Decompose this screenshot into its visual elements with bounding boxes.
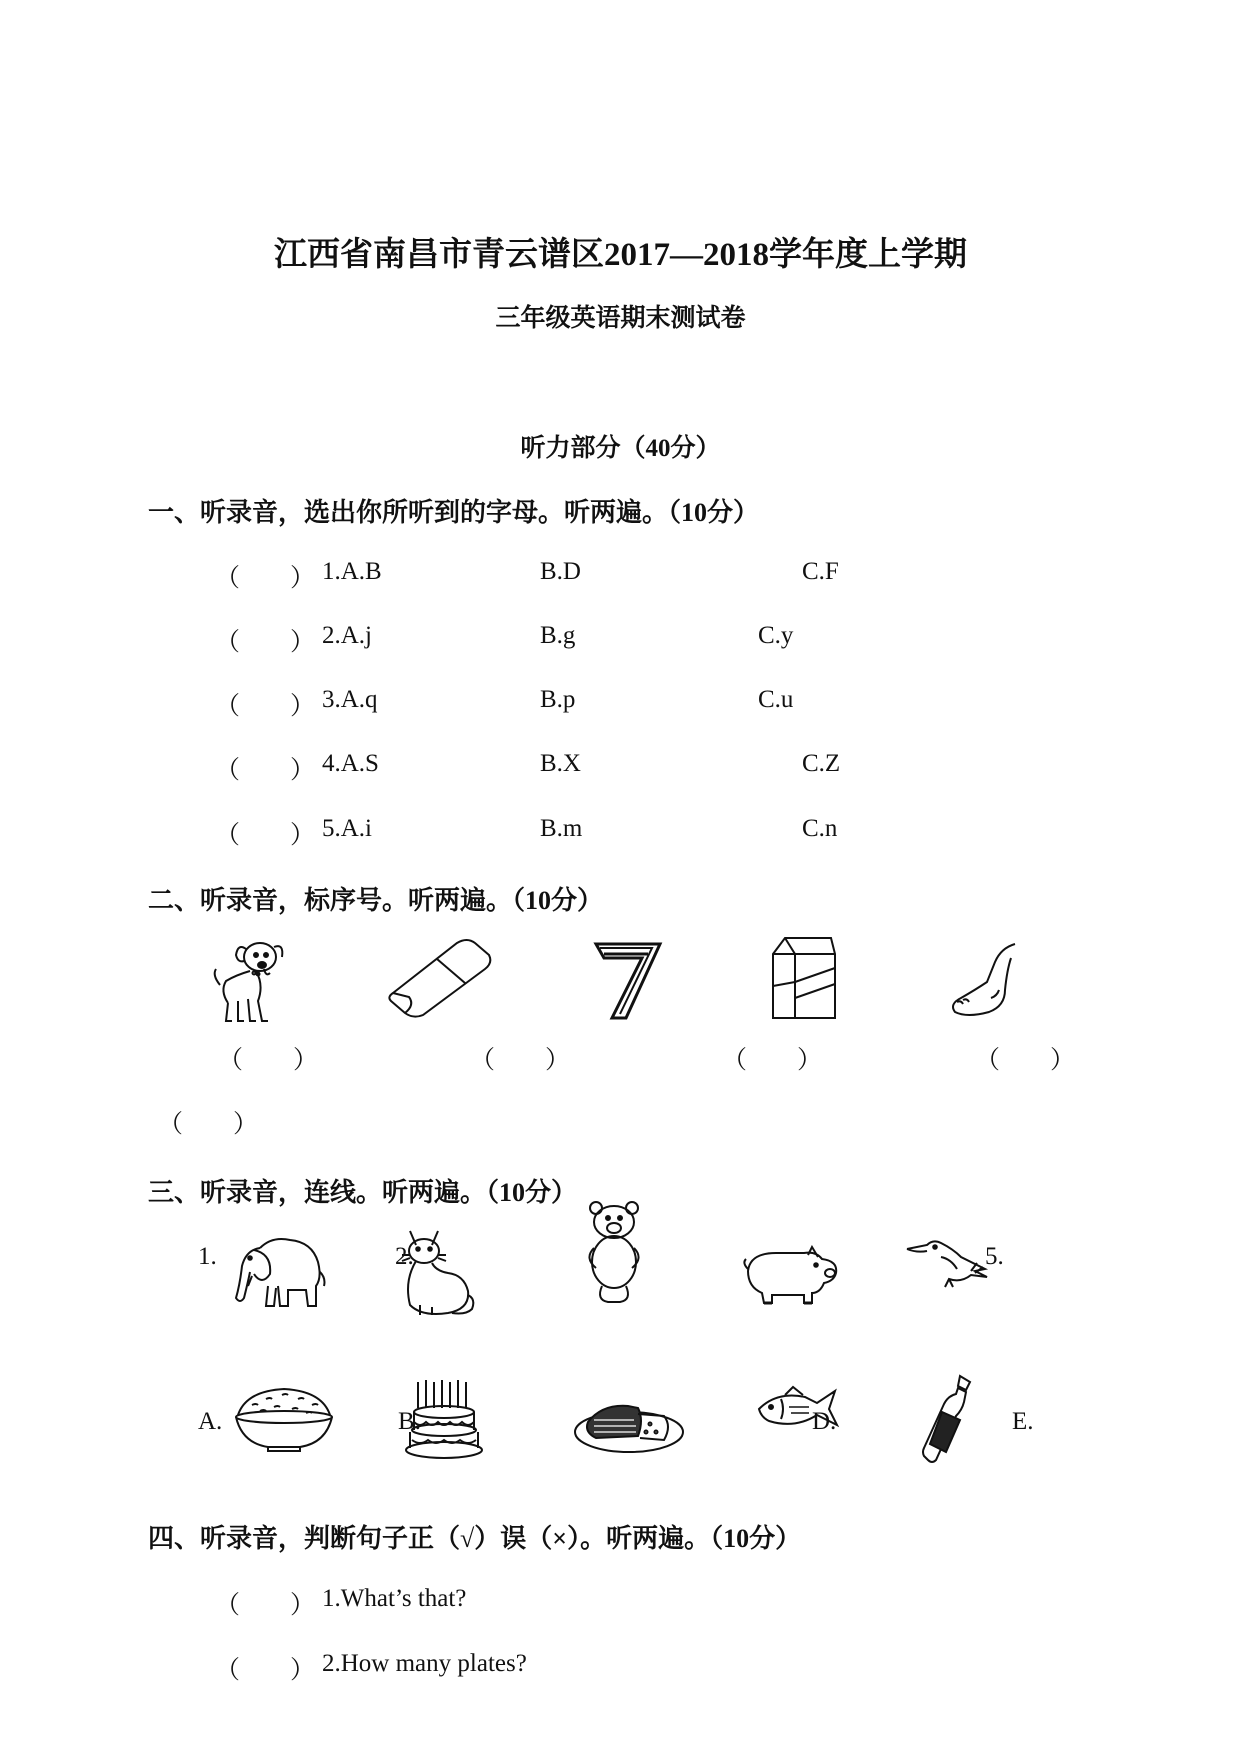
section3-heading: 三、听录音，连线。听两遍。（10分） (148, 1178, 578, 1207)
option-a: 3.A.q (322, 686, 378, 713)
answer-blank[interactable]: （ ） (215, 1592, 316, 1619)
option-c: C.n (802, 815, 838, 842)
answer-blank[interactable]: （ ） (470, 1047, 571, 1074)
option-c: C.F (802, 558, 839, 585)
item-label: 1. (198, 1243, 217, 1270)
option-a: 5.A.i (322, 815, 372, 842)
option-b: B.g (540, 622, 576, 649)
cake-picture (402, 1378, 487, 1463)
item-label: 5. (985, 1243, 1004, 1270)
water-bottle-picture (922, 1372, 977, 1467)
answer-blank[interactable]: （ ） (215, 693, 316, 720)
answer-blank[interactable]: （ ） (218, 1047, 319, 1074)
option-c: C.u (758, 686, 794, 713)
section2-heading: 二、听录音，标序号。听两遍。（10分） (148, 886, 604, 915)
answer-blank[interactable]: （ ） (215, 1657, 316, 1684)
bread-picture (572, 1390, 687, 1455)
answer-blank[interactable]: （ ） (215, 565, 316, 592)
part-title: 听力部分（40分） (520, 435, 721, 462)
item-label: D. (812, 1408, 837, 1435)
sentence-item: 2.How many plates? (322, 1650, 527, 1677)
rice-picture (232, 1385, 337, 1455)
answer-blank[interactable]: （ ） (158, 1111, 259, 1138)
option-c: C.Z (802, 750, 841, 777)
milk-carton-picture (765, 932, 840, 1022)
section1-heading: 一、听录音，选出你所听到的字母。听两遍。（10分） (148, 498, 760, 527)
option-c: C.y (758, 622, 794, 649)
eraser-picture (385, 935, 495, 1020)
item-label: E. (1012, 1408, 1034, 1435)
option-a: 1.A.B (322, 558, 382, 585)
item-label: B. (398, 1408, 421, 1435)
answer-blank[interactable]: （ ） (215, 822, 316, 849)
option-b: B.X (540, 750, 581, 777)
item-label: 2. (395, 1243, 414, 1270)
option-b: B.m (540, 815, 583, 842)
option-b: B.D (540, 558, 581, 585)
option-b: B.p (540, 686, 576, 713)
answer-blank[interactable]: （ ） (215, 629, 316, 656)
exam-subtitle: 三年级英语期末测试卷 (495, 305, 746, 332)
item-label: A. (198, 1408, 223, 1435)
foot-picture (945, 940, 1020, 1020)
bear-picture (580, 1198, 650, 1308)
option-a: 2.A.j (322, 622, 372, 649)
cat-picture (392, 1225, 477, 1320)
pig-picture (742, 1245, 842, 1310)
answer-blank[interactable]: （ ） (215, 757, 316, 784)
elephant-picture (232, 1232, 327, 1312)
sentence-item: 1.What’s that? (322, 1585, 467, 1612)
answer-blank[interactable]: （ ） (975, 1047, 1076, 1074)
number-seven-picture (590, 938, 665, 1023)
option-a: 4.A.S (322, 750, 379, 777)
exam-title: 江西省南昌市青云谱区2017—2018学年度上学期 (274, 237, 967, 273)
answer-blank[interactable]: （ ） (722, 1047, 823, 1074)
dog-picture (210, 935, 290, 1025)
bird-picture (905, 1235, 990, 1295)
section4-heading: 四、听录音，判断句子正（√）误（×）。听两遍。（10分） (148, 1524, 802, 1553)
